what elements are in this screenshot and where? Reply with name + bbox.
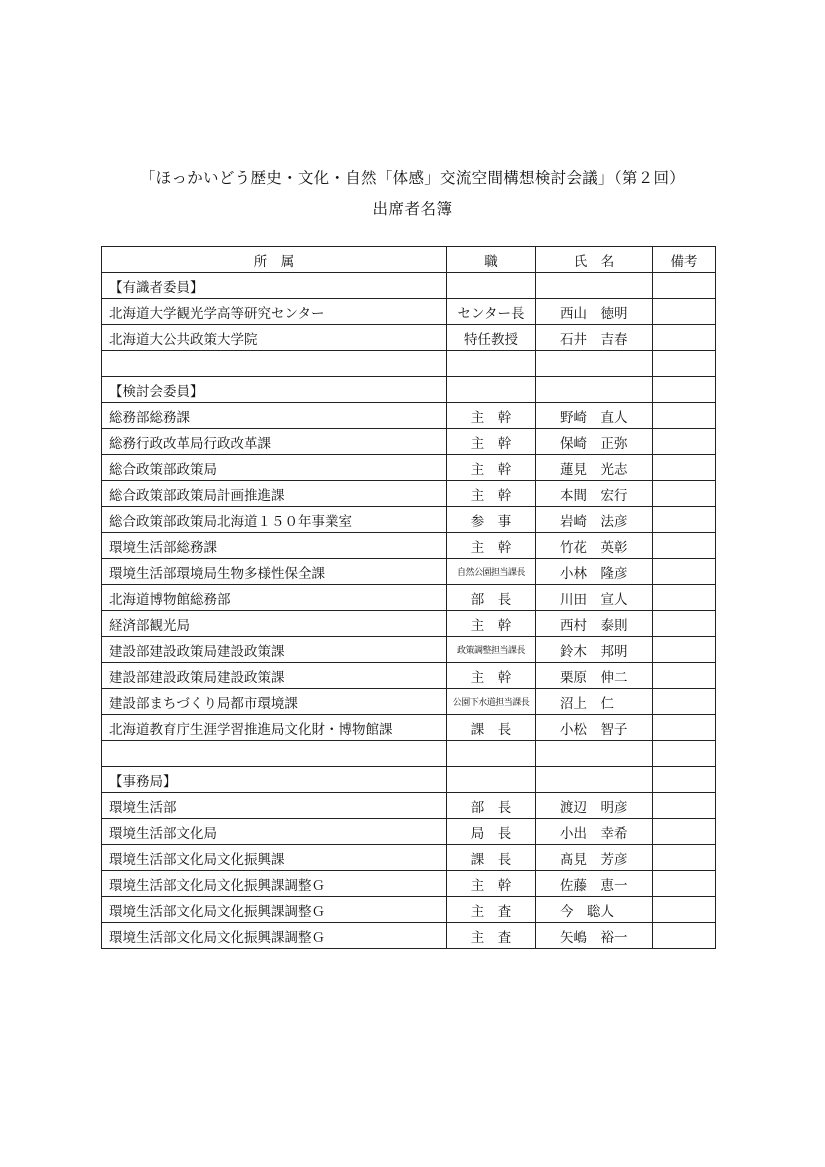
affiliation-cell: 総務行政改革局行政改革課 <box>102 429 447 455</box>
name-cell: 本間 宏行 <box>536 481 653 507</box>
name-cell: 小出 幸希 <box>536 819 653 845</box>
affiliation-cell: 北海道大学観光学高等研究センター <box>102 299 447 325</box>
remarks-cell <box>653 585 716 611</box>
name-cell: 保崎 正弥 <box>536 429 653 455</box>
position-cell: 課 長 <box>447 845 536 871</box>
name-cell: 野崎 直人 <box>536 403 653 429</box>
table-row <box>102 403 716 429</box>
position-cell: 主 幹 <box>447 533 536 559</box>
section-heading: 【有識者委員】 <box>102 273 447 299</box>
table-row <box>102 637 716 663</box>
remarks-cell <box>653 611 716 637</box>
table-row <box>102 923 716 949</box>
remarks-cell <box>653 325 716 351</box>
table-row <box>102 715 716 741</box>
affiliation-cell: 北海道大公共政策大学院 <box>102 325 447 351</box>
name-cell: 鈴木 邦明 <box>536 637 653 663</box>
position-cell <box>447 767 536 793</box>
name-cell: 髙見 芳彦 <box>536 845 653 871</box>
header-affiliation: 所 属 <box>102 247 447 273</box>
affiliation-cell: 環境生活部文化局文化振興課調整Ｇ <box>102 871 447 897</box>
table-row <box>102 663 716 689</box>
remarks-cell <box>653 715 716 741</box>
remarks-cell <box>653 741 716 767</box>
position-cell: 局 長 <box>447 819 536 845</box>
blank-row <box>102 741 716 767</box>
name-cell: 佐藤 恵一 <box>536 871 653 897</box>
attendee-rows <box>102 273 716 949</box>
name-cell <box>536 351 653 377</box>
section-row <box>102 377 716 403</box>
table-row <box>102 689 716 715</box>
table-row <box>102 845 716 871</box>
affiliation-cell: 環境生活部環境局生物多様性保全課 <box>102 559 447 585</box>
affiliation-cell: 環境生活部 <box>102 793 447 819</box>
name-cell: 石井 吉春 <box>536 325 653 351</box>
affiliation-cell: 総務部総務課 <box>102 403 447 429</box>
position-cell: 主 幹 <box>447 871 536 897</box>
affiliation-cell: 総合政策部政策局北海道１５０年事業室 <box>102 507 447 533</box>
remarks-cell <box>653 403 716 429</box>
position-cell: 主 査 <box>447 923 536 949</box>
affiliation-cell: 北海道教育庁生涯学習推進局文化財・博物館課 <box>102 715 447 741</box>
position-cell: 部 長 <box>447 793 536 819</box>
table-row <box>102 611 716 637</box>
table-row <box>102 819 716 845</box>
section-heading: 【検討会委員】 <box>102 377 447 403</box>
section-row <box>102 273 716 299</box>
name-cell <box>536 377 653 403</box>
position-cell <box>447 273 536 299</box>
remarks-cell <box>653 689 716 715</box>
position-cell: 主 幹 <box>447 429 536 455</box>
affiliation-cell: 建設部まちづくり局都市環境課 <box>102 689 447 715</box>
remarks-cell <box>653 377 716 403</box>
remarks-cell <box>653 481 716 507</box>
remarks-cell <box>653 663 716 689</box>
remarks-cell <box>653 507 716 533</box>
remarks-cell <box>653 429 716 455</box>
name-cell: 西山 徳明 <box>536 299 653 325</box>
remarks-cell <box>653 455 716 481</box>
remarks-cell <box>653 767 716 793</box>
name-cell: 今 聡人 <box>536 897 653 923</box>
section-row <box>102 767 716 793</box>
position-cell <box>447 741 536 767</box>
remarks-cell <box>653 819 716 845</box>
position-cell <box>447 377 536 403</box>
remarks-cell <box>653 793 716 819</box>
affiliation-cell: 環境生活部文化局文化振興課調整Ｇ <box>102 897 447 923</box>
affiliation-cell: 環境生活部文化局文化振興課 <box>102 845 447 871</box>
table-row <box>102 481 716 507</box>
table-row <box>102 559 716 585</box>
name-cell <box>536 273 653 299</box>
affiliation-cell: 環境生活部文化局文化振興課調整Ｇ <box>102 923 447 949</box>
remarks-cell <box>653 351 716 377</box>
blank-row <box>102 351 716 377</box>
document-subtitle: 出席者名簿 <box>372 200 453 218</box>
position-cell: 特任教授 <box>447 325 536 351</box>
remarks-cell <box>653 273 716 299</box>
header-row <box>102 247 716 273</box>
position-cell: 参 事 <box>447 507 536 533</box>
name-cell: 沼上 仁 <box>536 689 653 715</box>
affiliation-cell: 建設部建設政策局建設政策課 <box>102 637 447 663</box>
remarks-cell <box>653 299 716 325</box>
affiliation-cell: 経済部観光局 <box>102 611 447 637</box>
name-cell: 小林 隆彦 <box>536 559 653 585</box>
remarks-cell <box>653 871 716 897</box>
header-remarks: 備考 <box>653 247 716 273</box>
document-title: 「ほっかいどう歴史・文化・自然「体感」交流空間構想検討会議」（第２回） <box>139 169 686 187</box>
position-cell: 主 査 <box>447 897 536 923</box>
affiliation-cell: 総合政策部政策局 <box>102 455 447 481</box>
name-cell: 川田 宣人 <box>536 585 653 611</box>
table-row <box>102 897 716 923</box>
header-name: 氏 名 <box>536 247 653 273</box>
name-cell: 小松 智子 <box>536 715 653 741</box>
name-cell: 竹花 英彰 <box>536 533 653 559</box>
name-cell: 西村 泰則 <box>536 611 653 637</box>
table-row <box>102 585 716 611</box>
position-cell <box>447 351 536 377</box>
name-cell: 栗原 伸二 <box>536 663 653 689</box>
position-cell: 課 長 <box>447 715 536 741</box>
position-cell: 主 幹 <box>447 611 536 637</box>
name-cell: 矢嶋 裕一 <box>536 923 653 949</box>
attendee-table <box>101 246 716 949</box>
name-cell <box>536 741 653 767</box>
position-cell: 主 幹 <box>447 481 536 507</box>
remarks-cell <box>653 897 716 923</box>
table-row <box>102 871 716 897</box>
position-cell: 公園下水道担当課長 <box>447 689 536 715</box>
section-heading: 【事務局】 <box>102 767 447 793</box>
position-cell: 政策調整担当課長 <box>447 637 536 663</box>
name-cell: 渡辺 明彦 <box>536 793 653 819</box>
table-row <box>102 533 716 559</box>
remarks-cell <box>653 923 716 949</box>
affiliation-cell: 建設部建設政策局建設政策課 <box>102 663 447 689</box>
affiliation-cell: 総合政策部政策局計画推進課 <box>102 481 447 507</box>
affiliation-cell: 北海道博物館総務部 <box>102 585 447 611</box>
remarks-cell <box>653 637 716 663</box>
remarks-cell <box>653 533 716 559</box>
header-position: 職 <box>447 247 536 273</box>
table-row <box>102 793 716 819</box>
remarks-cell <box>653 559 716 585</box>
table-row <box>102 325 716 351</box>
remarks-cell <box>653 845 716 871</box>
position-cell: 自然公園担当課長 <box>447 559 536 585</box>
position-cell: 主 幹 <box>447 663 536 689</box>
affiliation-cell <box>102 741 447 767</box>
table-row <box>102 299 716 325</box>
name-cell: 岩崎 法彦 <box>536 507 653 533</box>
position-cell: 主 幹 <box>447 403 536 429</box>
affiliation-cell <box>102 351 447 377</box>
position-cell: 主 幹 <box>447 455 536 481</box>
name-cell: 蓮見 光志 <box>536 455 653 481</box>
position-cell: センター長 <box>447 299 536 325</box>
table-row <box>102 429 716 455</box>
table-row <box>102 455 716 481</box>
table-row <box>102 507 716 533</box>
affiliation-cell: 環境生活部文化局 <box>102 819 447 845</box>
position-cell: 部 長 <box>447 585 536 611</box>
name-cell <box>536 767 653 793</box>
affiliation-cell: 環境生活部総務課 <box>102 533 447 559</box>
